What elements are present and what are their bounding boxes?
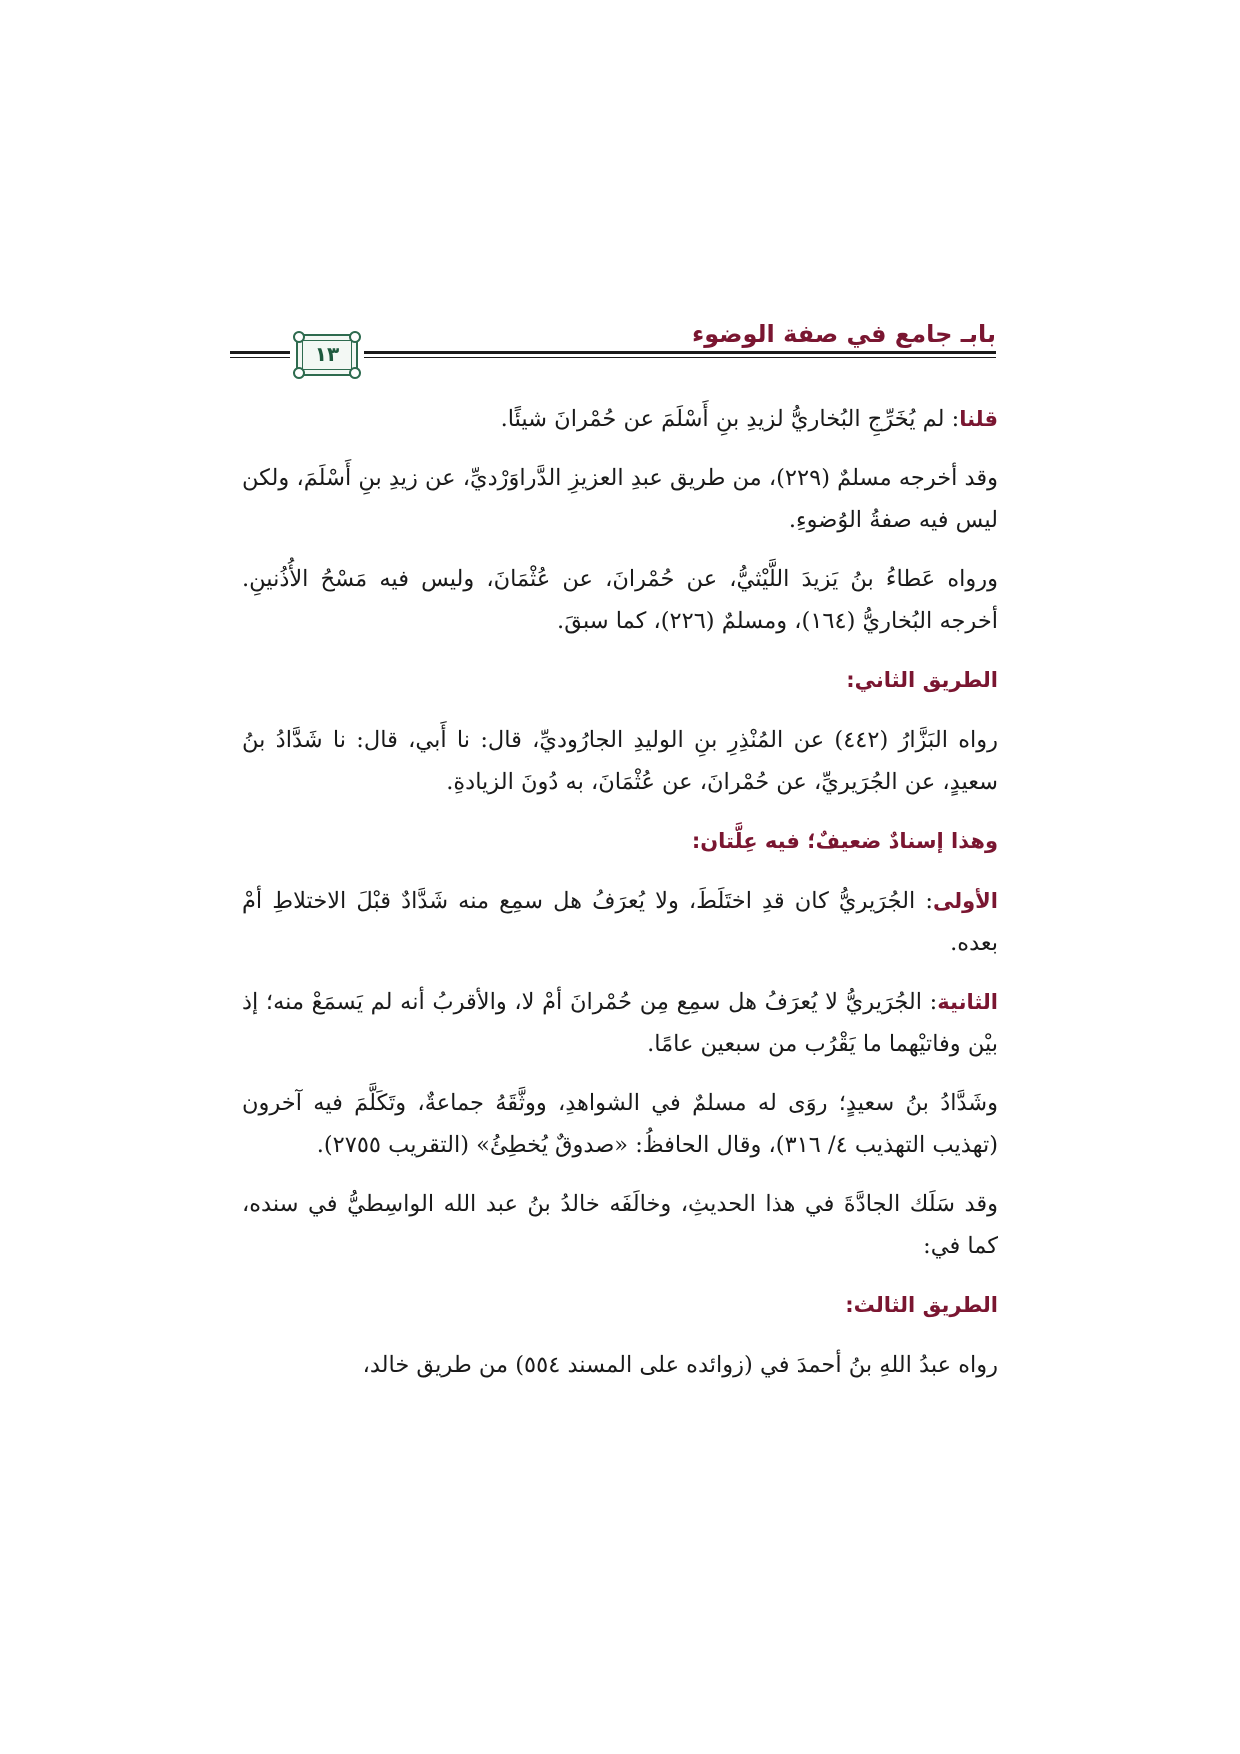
first-defect-label: الأولى <box>932 889 998 913</box>
paragraph-shaddad: وشَدَّادُ بنُ سعيدٍ؛ روَى له مسلمٌ في الشواهدِ، ووثَّقَهُ جماعةٌ، وتَكَلَّمَ فيه آخرون (تهذيب التهذيب ٤/ ٣١٦)، وقال الحافظُ: «صدوقٌ يُخطِئُ» (التقريب ٢٧٥٥). <box>242 1090 998 1158</box>
chapter-title: بابـ جامع في صفة الوضوء <box>691 320 996 348</box>
heading-weak-chain: وهذا إسنادٌ ضعيفٌ؛ فيه عِلَّتان: <box>691 829 998 853</box>
paragraph-first-defect <box>242 880 998 964</box>
paragraph-khalid: وقد سَلَك الجادَّةَ في هذا الحديثِ، وخالَفَه خالدُ بنُ عبد الله الواسِطيُّ في سنده، كما في: <box>242 1191 998 1259</box>
paragraph-second-defect <box>242 981 998 1065</box>
header-rule-thin <box>364 357 996 358</box>
paragraph-ata: ورواه عَطاءُ بنُ يَزيدَ اللَّيْثيُّ، عن حُمْرانَ، عن عُثْمَانَ، وليس فيه مَسْحُ الأُذُنينِ. أخرجه البُخاريُّ (١٦٤)، ومسلمٌ (٢٢٦)، كما سبقَ. <box>242 566 998 634</box>
badge-ornament <box>349 367 361 379</box>
paragraph-qulna <box>242 398 998 440</box>
paragraph-abdullah: رواه عبدُ اللهِ بنُ أحمدَ في (زوائده على المسند ٥٥٤) من طريق خالد، <box>362 1352 998 1378</box>
header-rule-left-thin <box>230 357 290 358</box>
badge-ornament <box>293 367 305 379</box>
second-defect-label: الثانية <box>937 990 998 1014</box>
badge-ornament <box>293 331 305 343</box>
paragraph-bazzar: رواه البَزَّارُ (٤٤٢) عن المُنْذِرِ بنِ الوليدِ الجارُوديِّ، قال: نا أَبي، قال: نا شَدَّادُ بنُ سعيدٍ، عن الجُرَيريِّ، عن حُمْرانَ، عن عُثْمَانَ، به دُونَ الزيادةِ. <box>242 727 998 795</box>
paragraph-text: : الجُرَيريُّ كان قدِ اختَلَطَ، ولا يُعرَفُ هل سمِع منه شَدَّادٌ قبْلَ الاختلاطِ أمْ بعده. <box>242 888 998 956</box>
badge-ornament <box>349 331 361 343</box>
qulna-label: قلنا <box>959 407 998 431</box>
page-body <box>242 398 998 1403</box>
heading-second-path: الطريق الثاني: <box>846 668 998 692</box>
page-number-badge <box>296 334 358 376</box>
page-number: ١٣ <box>314 342 340 366</box>
paragraph-muslim: وقد أخرجه مسلمٌ (٢٢٩)، من طريق عبدِ العزيزِ الدَّراوَرْديِّ، عن زيدِ بنِ أَسْلَمَ، ولكن ليس فيه صفةُ الوُضوءِ. <box>242 465 998 533</box>
header-rule <box>364 351 996 354</box>
paragraph-text: : لم يُخَرِّجِ البُخاريُّ لزيدِ بنِ أَسْلَمَ عن حُمْرانَ شيئًا. <box>500 406 960 432</box>
heading-third-path: الطريق الثالث: <box>845 1293 998 1317</box>
header-rule-left <box>230 351 290 354</box>
paragraph-text: : الجُرَيريُّ لا يُعرَفُ هل سمِع مِن حُمْرانَ أمْ لا، والأقربُ أنه لم يَسمَعْ منه؛ إذ بيْن وفاتيْهما ما يَقْرُب من سبعين عامًا. <box>242 989 998 1057</box>
